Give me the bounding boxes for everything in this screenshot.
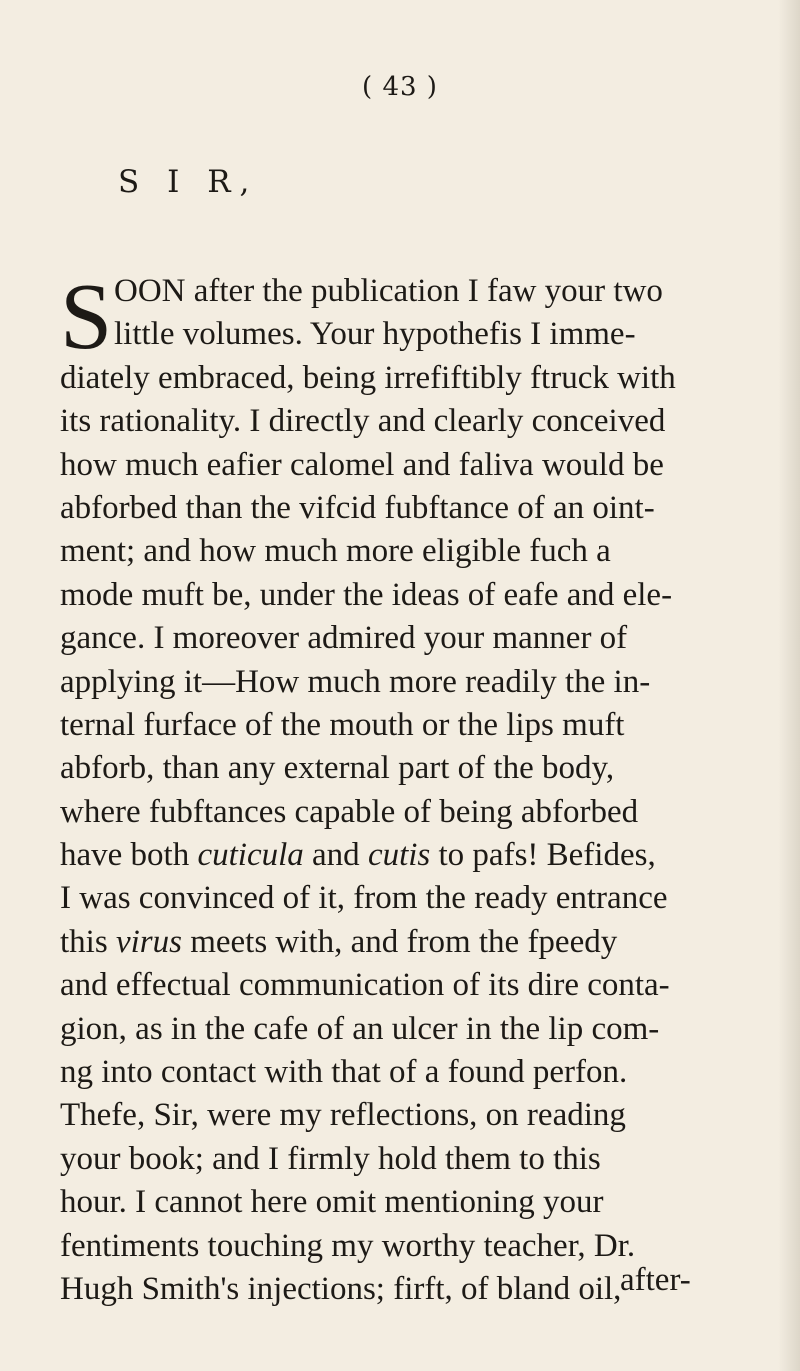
text-line: and effectual communication of its dire conta-: [60, 967, 670, 1004]
text-line: Hugh Smith's injections; firft, of bland oil,: [60, 1270, 622, 1307]
italic-term: virus: [115, 923, 182, 960]
letter-body: [60, 265, 740, 1311]
text-line: its rationality. I directly and clearly conceived: [60, 403, 666, 440]
page-number: ( 43 ): [362, 72, 438, 102]
text-line: mode muft be, under the ideas of eafe and ele-: [60, 576, 673, 613]
text-line: [60, 791, 740, 834]
text-line: abforbed than the vifcid fubftance of an oint-: [60, 489, 655, 526]
text-line: how much eafier calomel and faliva would be: [60, 446, 664, 483]
text-line: abforb, than any external part of the body,: [60, 750, 615, 787]
italic-term: cutis: [367, 837, 431, 874]
text-line: gance. I moreover admired your manner of: [60, 620, 628, 657]
text-line: gion, as in the cafe of an ulcer in the lip com-: [60, 1010, 660, 1047]
text-line: diately embraced, being irrefiftibly ftruck with: [60, 359, 676, 396]
text-segment: to pafs! Befides,: [430, 837, 656, 874]
text-segment: meets with, and from the fpeedy: [181, 923, 618, 960]
text-line: hour. I cannot here omit mentioning your: [60, 1184, 604, 1221]
text-line: ternal furface of the mouth or the lips muft: [60, 706, 625, 743]
text-line: ng into contact with that of a found perfon.: [60, 1054, 628, 1091]
text-line: I was convinced of it, from the ready entrance: [60, 880, 668, 917]
text-line: [60, 921, 740, 964]
text-segment: have both: [60, 837, 198, 874]
drop-cap: S: [60, 265, 113, 369]
salutation: S I R,: [118, 164, 259, 200]
text-line: your book; and I firmly hold them to this: [60, 1140, 601, 1177]
text-segment: this: [60, 923, 116, 960]
text-line: little volumes. Your hypothefis I imme-: [114, 316, 636, 353]
text-line: OON after the publication I faw your two: [114, 273, 663, 309]
text-line: [60, 834, 740, 877]
text-line: Thefe, Sir, were my reflections, on reading: [60, 1097, 626, 1134]
text-line: applying it—How much more readily the in-: [60, 663, 651, 700]
text-line: ment; and how much more eligible fuch a: [60, 533, 611, 570]
text-segment: and: [303, 837, 368, 874]
text-line: fentiments touching my worthy teacher, Dr.: [60, 1227, 636, 1264]
italic-term: cuticula: [197, 837, 304, 874]
page-edge-shadow: [778, 0, 800, 1371]
text-segment: where fubftances capable of being abforbed: [60, 793, 639, 830]
catchword: after-: [620, 1262, 691, 1298]
